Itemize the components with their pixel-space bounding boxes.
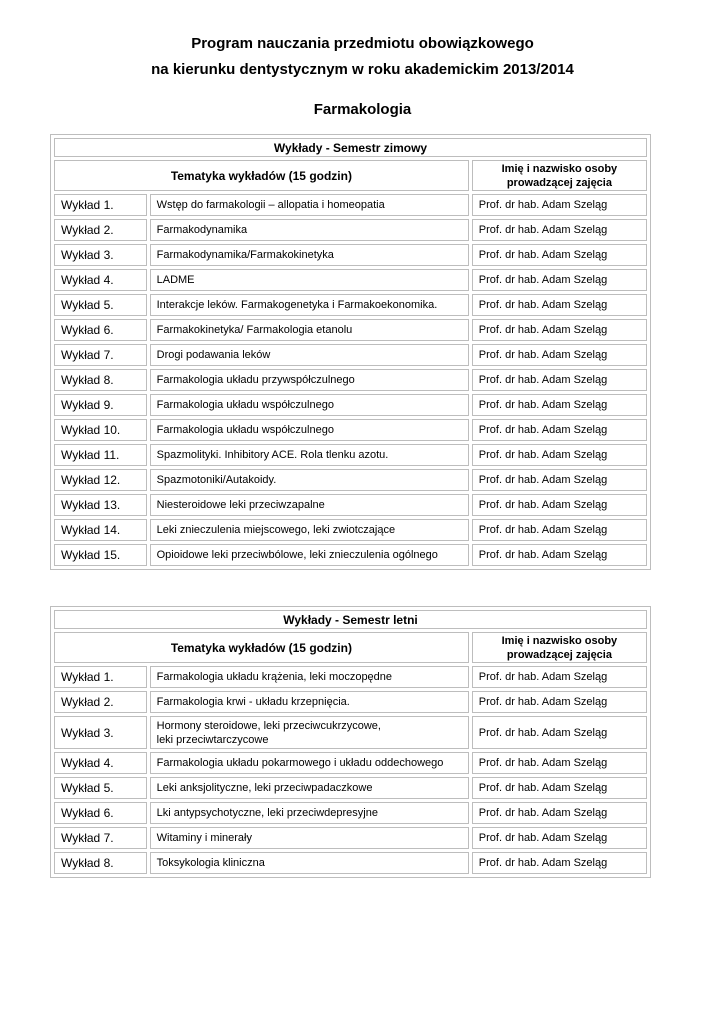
- lecture-row: [54, 244, 647, 266]
- lecture-row: [54, 544, 647, 566]
- lecture-number: Wykład 7.: [54, 827, 147, 849]
- lecture-row: [54, 444, 647, 466]
- lecture-row: [54, 294, 647, 316]
- lecture-topic: [150, 294, 469, 316]
- lecture-row: [54, 802, 647, 824]
- lecture-topic-text-line-2: leki przeciwtarczycowe: [156, 733, 269, 746]
- lecturer-name: Prof. dr hab. Adam Szeląg: [472, 852, 647, 874]
- lecture-topic: [150, 777, 469, 799]
- lecture-topic: [150, 691, 469, 713]
- lecturer-name: Prof. dr hab. Adam Szeląg: [472, 194, 647, 216]
- lecture-topic: [150, 419, 469, 441]
- lecture-topic-text: Opioidowe leki przeciwbólowe, leki znieczulenia ogólnego: [156, 549, 438, 561]
- lecture-number: Wykład 13.: [54, 494, 147, 516]
- lecturer-name: Prof. dr hab. Adam Szeląg: [472, 319, 647, 341]
- lecture-number: Wykład 5.: [54, 777, 147, 799]
- lecturer-name: Prof. dr hab. Adam Szeląg: [472, 469, 647, 491]
- lecture-row: [54, 369, 647, 391]
- lecture-topic-text: Hormony steroidowe, leki przeciwcukrzycowe,: [156, 719, 381, 732]
- lecture-topic: [150, 752, 469, 774]
- summer-person-header-line-2: prowadzącej zajęcia: [506, 648, 612, 661]
- lecture-topic-text: Leki anksjolityczne, leki przeciwpadaczkowe: [156, 782, 373, 794]
- summer-person-header: [472, 632, 647, 663]
- lecture-topic-text: Toksykologia kliniczna: [156, 857, 265, 869]
- lecture-number: Wykład 3.: [54, 716, 147, 749]
- lecture-topic-text: Farmakologia układu przywspółczulnego: [156, 374, 355, 386]
- lecture-topic-text: Farmakodynamika: [156, 224, 248, 236]
- lecture-topic-text: Leki znieczulenia miejscowego, leki zwiotczające: [156, 524, 396, 536]
- winter-person-header: [472, 160, 647, 191]
- lecture-topic-text: Farmakodynamika/Farmakokinetyka: [156, 249, 334, 261]
- winter-semester-table: [50, 134, 651, 570]
- lecture-number: Wykład 8.: [54, 369, 147, 391]
- lecture-row: [54, 777, 647, 799]
- lecture-topic-text: LADME: [156, 274, 195, 286]
- lecture-number: Wykład 6.: [54, 319, 147, 341]
- winter-semester-title: Wykłady - Semestr zimowy: [54, 138, 647, 157]
- lecture-row: [54, 519, 647, 541]
- lecture-topic: [150, 469, 469, 491]
- lecturer-name: Prof. dr hab. Adam Szeląg: [472, 394, 647, 416]
- lecture-topic: [150, 494, 469, 516]
- subject-title: Farmakologia: [313, 101, 412, 118]
- lecturer-name: Prof. dr hab. Adam Szeląg: [472, 244, 647, 266]
- lecture-topic: [150, 827, 469, 849]
- lecture-topic: [150, 544, 469, 566]
- lecture-number: Wykład 4.: [54, 269, 147, 291]
- lecture-topic: [150, 194, 469, 216]
- document-title-line-2: na kierunku dentystycznym w roku akademickim 2013/2014: [151, 61, 574, 78]
- lecture-topic: [150, 394, 469, 416]
- lecture-row: [54, 394, 647, 416]
- lecture-number: Wykład 15.: [54, 544, 147, 566]
- lecture-topic: [150, 269, 469, 291]
- lecturer-name: Prof. dr hab. Adam Szeląg: [472, 827, 647, 849]
- lecture-number: Wykład 5.: [54, 294, 147, 316]
- summer-semester-table: [50, 606, 651, 878]
- lecture-number: Wykład 10.: [54, 419, 147, 441]
- summer-header-row: [54, 632, 647, 663]
- lecture-topic-text: Wstęp do farmakologii – allopatia i homeopatia: [156, 199, 385, 211]
- lecturer-name: Prof. dr hab. Adam Szeląg: [472, 494, 647, 516]
- summer-semester-title-row: [54, 610, 647, 629]
- lecture-number: Wykład 6.: [54, 802, 147, 824]
- lecturer-name: Prof. dr hab. Adam Szeląg: [472, 666, 647, 688]
- lecture-topic: [150, 519, 469, 541]
- lecture-number: Wykład 14.: [54, 519, 147, 541]
- lecture-topic: [150, 369, 469, 391]
- winter-topic-header: Tematyka wykładów (15 godzin): [54, 160, 469, 191]
- lecture-number: Wykład 2.: [54, 691, 147, 713]
- lecture-row: [54, 344, 647, 366]
- lecture-row: [54, 319, 647, 341]
- lecture-row: [54, 469, 647, 491]
- lecture-row: [54, 852, 647, 874]
- lecture-topic-text: Spazmolityki. Inhibitory ACE. Rola tlenku azotu.: [156, 449, 389, 461]
- lecturer-name: Prof. dr hab. Adam Szeląg: [472, 269, 647, 291]
- lecture-topic-text: Drogi podawania leków: [156, 349, 271, 361]
- lecture-row: [54, 691, 647, 713]
- lecturer-name: Prof. dr hab. Adam Szeląg: [472, 691, 647, 713]
- lecture-number: Wykład 7.: [54, 344, 147, 366]
- lecture-number: Wykład 1.: [54, 666, 147, 688]
- lecture-number: Wykład 2.: [54, 219, 147, 241]
- winter-semester-title-row: [54, 138, 647, 157]
- lecture-topic: [150, 319, 469, 341]
- lecturer-name: Prof. dr hab. Adam Szeląg: [472, 294, 647, 316]
- lecturer-name: Prof. dr hab. Adam Szeląg: [472, 716, 647, 749]
- summer-topic-header: Tematyka wykładów (15 godzin): [54, 632, 469, 663]
- lecture-topic: [150, 716, 469, 749]
- lecture-topic: [150, 344, 469, 366]
- lecturer-name: Prof. dr hab. Adam Szeląg: [472, 519, 647, 541]
- lecture-topic-text: Witaminy i minerały: [156, 832, 252, 844]
- lecture-topic-text: Farmakologia układu współczulnego: [156, 399, 334, 411]
- lecturer-name: Prof. dr hab. Adam Szeląg: [472, 777, 647, 799]
- lecture-row: [54, 752, 647, 774]
- lecture-topic: [150, 852, 469, 874]
- lecture-row: [54, 716, 647, 749]
- lecture-row: [54, 219, 647, 241]
- summer-person-header-line-1: Imię i nazwisko osoby: [501, 634, 618, 647]
- lecturer-name: Prof. dr hab. Adam Szeląg: [472, 544, 647, 566]
- lecture-topic-text: Spazmotoniki/Autakoidy.: [156, 474, 277, 486]
- lecture-topic-text: Farmakologia układu współczulnego: [156, 424, 334, 436]
- lecturer-name: Prof. dr hab. Adam Szeląg: [472, 419, 647, 441]
- lecture-topic: [150, 219, 469, 241]
- lecturer-name: Prof. dr hab. Adam Szeląg: [472, 344, 647, 366]
- lecture-number: Wykład 12.: [54, 469, 147, 491]
- lecturer-name: Prof. dr hab. Adam Szeląg: [472, 752, 647, 774]
- lecture-number: Wykład 8.: [54, 852, 147, 874]
- lecture-row: [54, 269, 647, 291]
- lecture-topic-text: Interakcje leków. Farmakogenetyka i Farmakoekonomika.: [156, 299, 438, 311]
- lecture-topic: [150, 244, 469, 266]
- lecture-topic-text: Lki antypsychotyczne, leki przeciwdepresyjne: [156, 807, 378, 819]
- lecturer-name: Prof. dr hab. Adam Szeląg: [472, 444, 647, 466]
- lecture-row: [54, 666, 647, 688]
- lecture-row: [54, 194, 647, 216]
- lecture-topic-text: Farmakokinetyka/ Farmakologia etanolu: [156, 324, 353, 336]
- lecturer-name: Prof. dr hab. Adam Szeląg: [472, 369, 647, 391]
- lecture-number: Wykład 11.: [54, 444, 147, 466]
- lecture-topic-text: Farmakologia układu krążenia, leki moczopędne: [156, 671, 393, 683]
- lecture-topic: [150, 802, 469, 824]
- lecture-number: Wykład 3.: [54, 244, 147, 266]
- lecture-number: Wykład 9.: [54, 394, 147, 416]
- lecture-topic-text: Farmakologia krwi - układu krzepnięcia.: [156, 696, 350, 708]
- lecture-topic: [150, 444, 469, 466]
- lecture-topic-text: Farmakologia układu pokarmowego i układu oddechowego: [156, 757, 444, 769]
- lecture-number: Wykład 4.: [54, 752, 147, 774]
- lecture-row: [54, 827, 647, 849]
- lecturer-name: Prof. dr hab. Adam Szeląg: [472, 802, 647, 824]
- lecture-topic-text: Niesteroidowe leki przeciwzapalne: [156, 499, 325, 511]
- summer-semester-title: Wykłady - Semestr letni: [54, 610, 647, 629]
- document-title-line-1: Program nauczania przedmiotu obowiązkowego: [191, 35, 534, 52]
- winter-header-row: [54, 160, 647, 191]
- lecture-number: Wykład 1.: [54, 194, 147, 216]
- winter-person-header-line-1: Imię i nazwisko osoby: [501, 162, 618, 175]
- lecturer-name: Prof. dr hab. Adam Szeląg: [472, 219, 647, 241]
- lecture-row: [54, 419, 647, 441]
- lecture-row: [54, 494, 647, 516]
- winter-person-header-line-2: prowadzącej zajęcia: [506, 176, 612, 189]
- lecture-topic: [150, 666, 469, 688]
